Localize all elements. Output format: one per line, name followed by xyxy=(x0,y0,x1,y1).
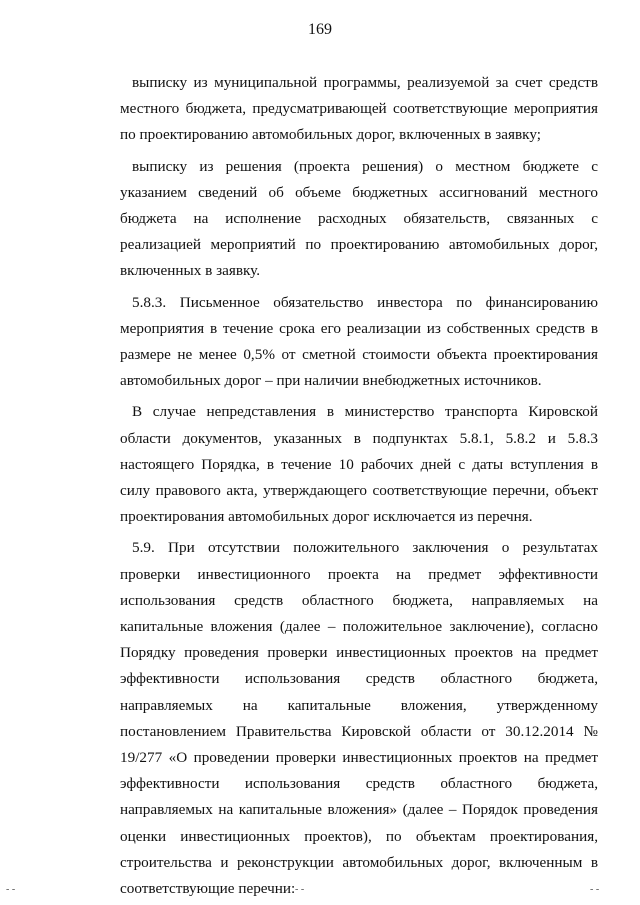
paragraph-program-extract: выписку из муниципальной программы, реализуемой за счет средств местного бюджета, предусматривающей соответствующие мероприятия по проектированию автомобильных дорог, включенных в заявку; xyxy=(120,74,598,144)
paragraph-budget-extract: выписку из решения (проекта решения) о местном бюджете с указанием сведений об объеме бюджетных ассигнований местного бюджета на исполнение расходных обязательств, связанных с реализацией мероприятий по проектированию автомобильных дорог, включенных в заявку. xyxy=(120,157,598,280)
document-body xyxy=(120,70,598,902)
paragraph-non-submission: В случае непредставления в министерство транспорта Кировской области документов, указанных в подпунктах 5.8.1, 5.8.2 и 5.8.3 настоящего Порядка, в течение 10 рабочих дней с даты вступления в силу правового акта, утверждающего соответствующие перечни, объект проектирования автомобильных дорог исключается из перечня. xyxy=(120,403,598,526)
scan-mark-left: ‐ ‐ xyxy=(6,884,16,895)
scan-mark-center: ‐ ‐ xyxy=(295,884,305,895)
scan-mark-right: ‐ ‐ xyxy=(590,884,600,895)
paragraph-5-9: 5.9. При отсутствии положительного заключения о результатах проверки инвестиционного проекта на предмет эффективности использования средств областного бюджета, направляемых на капитальные вложения (далее – положительное заключение), согласно Порядку проведения проверки инвестиционных проектов на предмет эффективности использования средств областного бюджета, направляемых на капитальные вложения, утвержденному постановлением Правительства Кировской области от 30.12.2014 № 19/277 «О проведении проверки инвестиционных проектов на предмет эффективности использования средств областного бюджета, направляемых на капитальные вложения» (далее – Порядок проведения оценки инвестиционных проектов), по объектам проектирования, строительства и реконструкции автомобильных дорог, включенным в соответствующие перечни: xyxy=(120,539,598,898)
paragraph-5-8-3: 5.8.3. Письменное обязательство инвестора по финансированию мероприятия в течение срока его реализации из собственных средств в размере не менее 0,5% от сметной стоимости объекта проектирования автомобильных дорог – при наличии внебюджетных источников. xyxy=(120,293,598,390)
page-number: 169 xyxy=(308,21,332,38)
